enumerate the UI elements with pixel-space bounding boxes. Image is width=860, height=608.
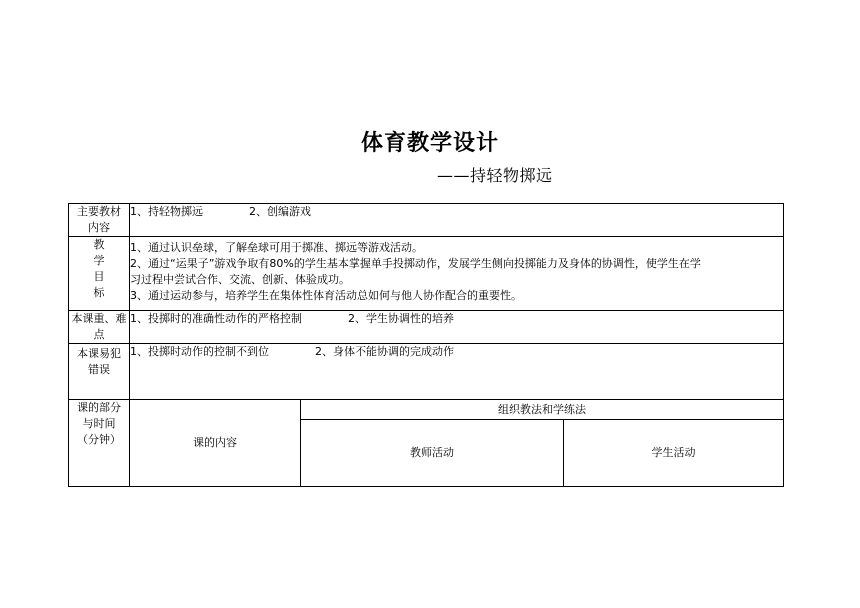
header-teacher-activity: 教师活动 (301, 420, 564, 487)
cell-main-content (130, 204, 784, 237)
header-student-activity: 学生活动 (564, 420, 784, 487)
label-main-content: 主要教材内容 (69, 204, 130, 237)
objective-line-4: 3、通过运动参与，培养学生在集体性体育活动总如何与他人协作配合的重要性。 (130, 289, 522, 302)
header-section-time: 课的部分与时间（分钟） (69, 400, 130, 487)
row-header-top (69, 400, 784, 420)
row-objectives (69, 237, 784, 311)
error-item-2: 2、身体不能协调的完成动作 (315, 345, 454, 358)
objective-line-2: 2、通过“运果子”游戏争取有80%的学生基本掌握单手投掷动作，发展学生侧向投掷能力及身体的协调性，使学生在学 (130, 257, 701, 270)
row-key-points (69, 311, 784, 344)
error-item-1: 1、投掷时动作的控制不到位 (130, 345, 269, 358)
document-title: 体育教学设计 (360, 131, 499, 156)
row-common-errors (69, 344, 784, 400)
key-point-1: 1、投掷时的准确性动作的严格控制 (130, 312, 302, 325)
main-content-item-1: 1、持轻物掷远 (130, 205, 203, 218)
label-key-points: 本课重、难点 (69, 311, 130, 344)
row-main-content (69, 204, 784, 237)
cell-key-points (130, 311, 784, 344)
cell-objectives (130, 237, 784, 311)
header-methods: 组织教法和学练法 (301, 400, 784, 420)
objective-line-1: 1、通过认识垒球，了解垒球可用于掷准、掷远等游戏活动。 (130, 241, 423, 254)
objective-line-3: 习过程中尝试合作、交流、创新、体验成功。 (130, 273, 350, 286)
label-objectives: 教学目标 (69, 237, 130, 311)
label-common-errors: 本课易犯错误 (69, 344, 130, 400)
main-content-item-2: 2、创编游戏 (249, 205, 311, 218)
document-subtitle: ——持轻物掷远 (437, 166, 553, 185)
header-course-content: 课的内容 (130, 400, 301, 487)
lesson-plan-table (68, 203, 784, 487)
cell-common-errors (130, 344, 784, 400)
key-point-2: 2、学生协调性的培养 (348, 312, 454, 325)
